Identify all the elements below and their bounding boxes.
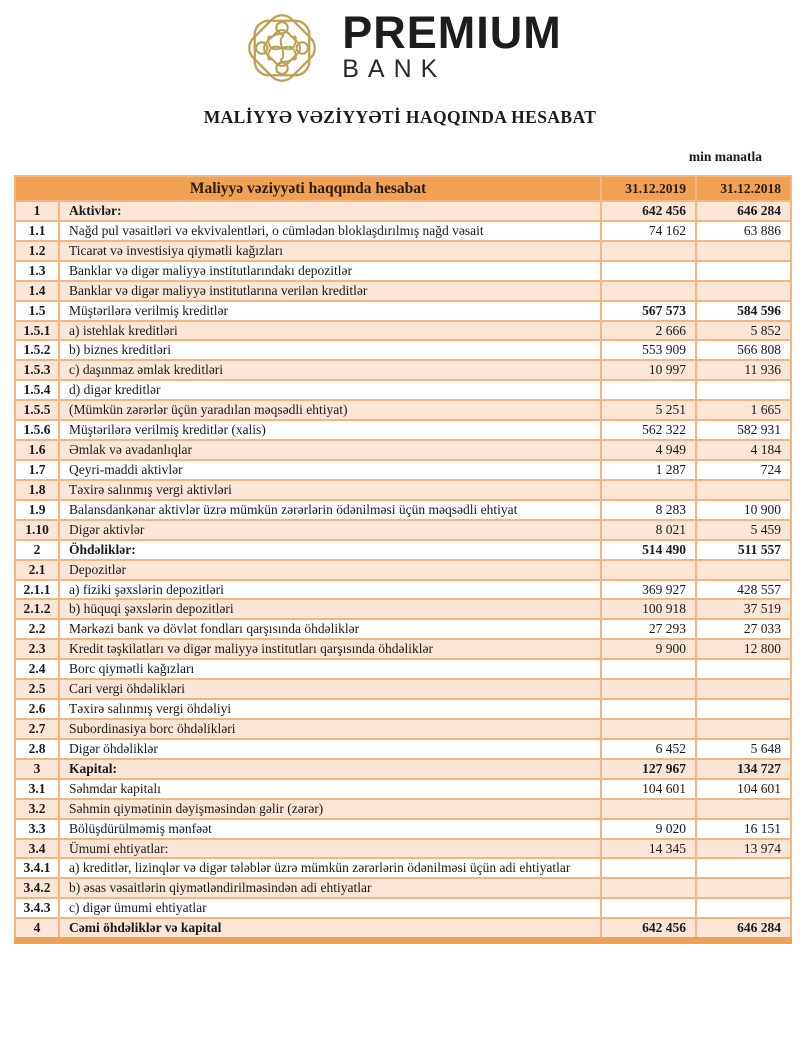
row-value-2019 <box>601 480 696 500</box>
row-label: Digər aktivlər <box>59 520 601 540</box>
row-value-2019: 567 573 <box>601 301 696 321</box>
row-label: Borc qiymətli kağızları <box>59 659 601 679</box>
row-number: 1.5.5 <box>15 400 59 420</box>
row-label: d) digər kreditlər <box>59 380 601 400</box>
table-row <box>15 460 791 480</box>
row-label: Ümumi ehtiyatlar: <box>59 839 601 859</box>
row-value-2019 <box>601 281 696 301</box>
table-row <box>15 540 791 560</box>
bank-logo <box>0 0 800 92</box>
row-value-2018: 134 727 <box>696 759 791 779</box>
table-row <box>15 440 791 460</box>
table-row <box>15 759 791 779</box>
table-row <box>15 241 791 261</box>
row-label: Müştərilərə verilmiş kreditlər (xalis) <box>59 420 601 440</box>
row-label: c) daşınmaz əmlak kreditləri <box>59 360 601 380</box>
row-value-2018: 37 519 <box>696 599 791 619</box>
row-value-2019: 4 949 <box>601 440 696 460</box>
row-label: Cari vergi öhdəlikləri <box>59 679 601 699</box>
row-label: Mərkəzi bank və dövlət fondları qarşısında öhdəliklər <box>59 619 601 639</box>
table-row <box>15 619 791 639</box>
row-label: Balansdankənar aktivlər üzrə mümkün zərərlərin ödənilməsi üçün məqsədli ehtiyat <box>59 500 601 520</box>
row-label: b) hüquqi şəxslərin depozitləri <box>59 599 601 619</box>
row-value-2019: 553 909 <box>601 340 696 360</box>
row-value-2018 <box>696 281 791 301</box>
premium-bank-emblem-icon <box>238 4 326 92</box>
row-label: Müştərilərə verilmiş kreditlər <box>59 301 601 321</box>
row-label: Nağd pul vəsaitləri və ekvivalentləri, o cümlədən bloklaşdırılmış nağd vəsait <box>59 221 601 241</box>
row-value-2018: 582 931 <box>696 420 791 440</box>
row-value-2019: 8 021 <box>601 520 696 540</box>
row-label: Kapital: <box>59 759 601 779</box>
row-number: 1.5.4 <box>15 380 59 400</box>
table-row <box>15 898 791 918</box>
row-value-2019: 562 322 <box>601 420 696 440</box>
row-number: 1.6 <box>15 440 59 460</box>
row-value-2019: 642 456 <box>601 918 696 940</box>
row-value-2019: 369 927 <box>601 580 696 600</box>
table-row <box>15 201 791 221</box>
row-value-2019: 514 490 <box>601 540 696 560</box>
row-value-2019: 6 452 <box>601 739 696 759</box>
unit-note: min manatla <box>688 149 762 164</box>
row-label: b) biznes kreditləri <box>59 340 601 360</box>
row-value-2018: 27 033 <box>696 619 791 639</box>
row-number: 3.4.1 <box>15 858 59 878</box>
row-label: Öhdəliklər: <box>59 540 601 560</box>
row-value-2018 <box>696 799 791 819</box>
table-row <box>15 580 791 600</box>
row-value-2018: 13 974 <box>696 839 791 859</box>
table-row <box>15 560 791 580</box>
row-value-2018 <box>696 719 791 739</box>
row-value-2019: 9 900 <box>601 639 696 659</box>
row-label: Təxirə salınmış vergi aktivləri <box>59 480 601 500</box>
row-value-2019: 100 918 <box>601 599 696 619</box>
row-label: Səhmin qiymətinin dəyişməsindən gəlir (zərər) <box>59 799 601 819</box>
row-number: 1.2 <box>15 241 59 261</box>
row-label: Banklar və digər maliyyə institutlarına verilən kreditlər <box>59 281 601 301</box>
row-number: 1.9 <box>15 500 59 520</box>
row-value-2018 <box>696 699 791 719</box>
row-number: 1.7 <box>15 460 59 480</box>
row-value-2019: 27 293 <box>601 619 696 639</box>
row-label: Aktivlər: <box>59 201 601 221</box>
row-value-2018 <box>696 480 791 500</box>
row-value-2019: 642 456 <box>601 201 696 221</box>
row-value-2019: 10 997 <box>601 360 696 380</box>
row-value-2018 <box>696 898 791 918</box>
row-value-2018: 1 665 <box>696 400 791 420</box>
row-label: b) əsas vəsaitlərin qiymətləndirilməsindən adi ehtiyatlar <box>59 878 601 898</box>
table-row <box>15 221 791 241</box>
row-number: 3.2 <box>15 799 59 819</box>
row-value-2018: 584 596 <box>696 301 791 321</box>
row-value-2019 <box>601 799 696 819</box>
row-number: 3.1 <box>15 779 59 799</box>
row-number: 2.2 <box>15 619 59 639</box>
table-row <box>15 420 791 440</box>
row-number: 3 <box>15 759 59 779</box>
row-label: c) digər ümumi ehtiyatlar <box>59 898 601 918</box>
row-label: a) fiziki şəxslərin depozitləri <box>59 580 601 600</box>
table-row <box>15 380 791 400</box>
table-row <box>15 480 791 500</box>
table-row <box>15 799 791 819</box>
row-number: 2.7 <box>15 719 59 739</box>
row-number: 2.4 <box>15 659 59 679</box>
row-number: 1.5 <box>15 301 59 321</box>
row-label: Qeyri-maddi aktivlər <box>59 460 601 480</box>
row-number: 1.5.2 <box>15 340 59 360</box>
row-number: 1.1 <box>15 221 59 241</box>
row-number: 4 <box>15 918 59 940</box>
row-number: 2 <box>15 540 59 560</box>
row-value-2019: 5 251 <box>601 400 696 420</box>
row-value-2018: 4 184 <box>696 440 791 460</box>
row-value-2019 <box>601 898 696 918</box>
row-number: 2.1.1 <box>15 580 59 600</box>
row-value-2018: 646 284 <box>696 918 791 940</box>
row-value-2018: 566 808 <box>696 340 791 360</box>
row-label: a) istehlak kreditləri <box>59 321 601 341</box>
table-row <box>15 281 791 301</box>
row-value-2019 <box>601 659 696 679</box>
row-value-2019: 2 666 <box>601 321 696 341</box>
row-value-2018 <box>696 560 791 580</box>
row-value-2018: 16 151 <box>696 819 791 839</box>
table-row <box>15 360 791 380</box>
table-row <box>15 779 791 799</box>
row-value-2018: 12 800 <box>696 639 791 659</box>
row-value-2018: 646 284 <box>696 201 791 221</box>
row-number: 2.3 <box>15 639 59 659</box>
table-title: Maliyyə vəziyyəti haqqında hesabat <box>15 176 601 201</box>
table-row <box>15 321 791 341</box>
brand-name-premium: PREMIUM <box>342 7 562 58</box>
table-row <box>15 839 791 859</box>
row-value-2018 <box>696 679 791 699</box>
page-title: MALİYYƏ VƏZİYYƏTİ HAQQINDA HESABAT <box>203 107 597 127</box>
row-number: 1.5.3 <box>15 360 59 380</box>
row-value-2018 <box>696 241 791 261</box>
row-label: Banklar və digər maliyyə institutlarındakı depozitlər <box>59 261 601 281</box>
row-value-2018 <box>696 380 791 400</box>
row-value-2018: 5 459 <box>696 520 791 540</box>
row-value-2018: 511 557 <box>696 540 791 560</box>
row-number: 1.10 <box>15 520 59 540</box>
row-number: 2.1.2 <box>15 599 59 619</box>
row-value-2018: 104 601 <box>696 779 791 799</box>
table-row <box>15 639 791 659</box>
table-row <box>15 520 791 540</box>
row-value-2019 <box>601 679 696 699</box>
row-number: 2.6 <box>15 699 59 719</box>
row-value-2018 <box>696 878 791 898</box>
row-value-2019 <box>601 719 696 739</box>
row-number: 3.4.3 <box>15 898 59 918</box>
row-value-2018: 5 648 <box>696 739 791 759</box>
column-header-2019: 31.12.2019 <box>601 176 696 201</box>
table-row <box>15 719 791 739</box>
table-row <box>15 918 791 940</box>
table-row <box>15 599 791 619</box>
row-value-2018: 5 852 <box>696 321 791 341</box>
row-value-2019 <box>601 699 696 719</box>
table-row <box>15 500 791 520</box>
brand-name-bank: BANK <box>342 55 447 83</box>
row-label: (Mümkün zərərlər üçün yaradılan məqsədli ehtiyat) <box>59 400 601 420</box>
row-value-2018: 428 557 <box>696 580 791 600</box>
row-number: 3.4 <box>15 839 59 859</box>
row-number: 3.3 <box>15 819 59 839</box>
table-row <box>15 400 791 420</box>
row-label: Əmlak və avadanlıqlar <box>59 440 601 460</box>
row-value-2019 <box>601 380 696 400</box>
row-number: 3.4.2 <box>15 878 59 898</box>
row-value-2019: 74 162 <box>601 221 696 241</box>
table-row <box>15 261 791 281</box>
row-label: Digər öhdəliklər <box>59 739 601 759</box>
row-label: a) kreditlər, lizinqlər və digər tələblər üzrə mümkün zərərlərin ödənilməsi üçün adi ehtiyatlar <box>59 858 601 878</box>
row-value-2019 <box>601 878 696 898</box>
row-value-2019: 14 345 <box>601 839 696 859</box>
row-number: 2.5 <box>15 679 59 699</box>
table-row <box>15 819 791 839</box>
row-value-2018: 63 886 <box>696 221 791 241</box>
bank-wordmark <box>342 4 562 84</box>
row-value-2019: 8 283 <box>601 500 696 520</box>
row-number: 2.8 <box>15 739 59 759</box>
row-number: 1.5.1 <box>15 321 59 341</box>
table-row <box>15 659 791 679</box>
row-label: Depozitlər <box>59 560 601 580</box>
row-label: Bölüşdürülməmiş mənfəət <box>59 819 601 839</box>
row-value-2018 <box>696 659 791 679</box>
row-label: Təxirə salınmış vergi öhdəliyi <box>59 699 601 719</box>
row-value-2019 <box>601 858 696 878</box>
table-row <box>15 739 791 759</box>
table-row <box>15 858 791 878</box>
row-value-2018 <box>696 261 791 281</box>
row-value-2019 <box>601 261 696 281</box>
table-header-row <box>15 176 791 201</box>
row-number: 2.1 <box>15 560 59 580</box>
row-value-2019: 127 967 <box>601 759 696 779</box>
table-row <box>15 699 791 719</box>
table-row <box>15 340 791 360</box>
table-row <box>15 679 791 699</box>
row-value-2019 <box>601 560 696 580</box>
row-number: 1.4 <box>15 281 59 301</box>
row-value-2018: 11 936 <box>696 360 791 380</box>
table-row <box>15 878 791 898</box>
row-number: 1.3 <box>15 261 59 281</box>
row-value-2019: 1 287 <box>601 460 696 480</box>
financial-statement-table <box>14 175 792 944</box>
row-label: Səhmdar kapitalı <box>59 779 601 799</box>
row-value-2018: 724 <box>696 460 791 480</box>
row-value-2019: 9 020 <box>601 819 696 839</box>
row-value-2018: 10 900 <box>696 500 791 520</box>
row-number: 1 <box>15 201 59 221</box>
row-label: Cəmi öhdəliklər və kapital <box>59 918 601 940</box>
table-row <box>15 301 791 321</box>
row-label: Kredit təşkilatları və digər maliyyə institutları qarşısında öhdəliklər <box>59 639 601 659</box>
column-header-2018: 31.12.2018 <box>696 176 791 201</box>
row-number: 1.8 <box>15 480 59 500</box>
row-value-2019 <box>601 241 696 261</box>
row-number: 1.5.6 <box>15 420 59 440</box>
row-label: Ticarət və investisiya qiymətli kağızları <box>59 241 601 261</box>
row-value-2019: 104 601 <box>601 779 696 799</box>
row-label: Subordinasiya borc öhdəlikləri <box>59 719 601 739</box>
row-value-2018 <box>696 858 791 878</box>
